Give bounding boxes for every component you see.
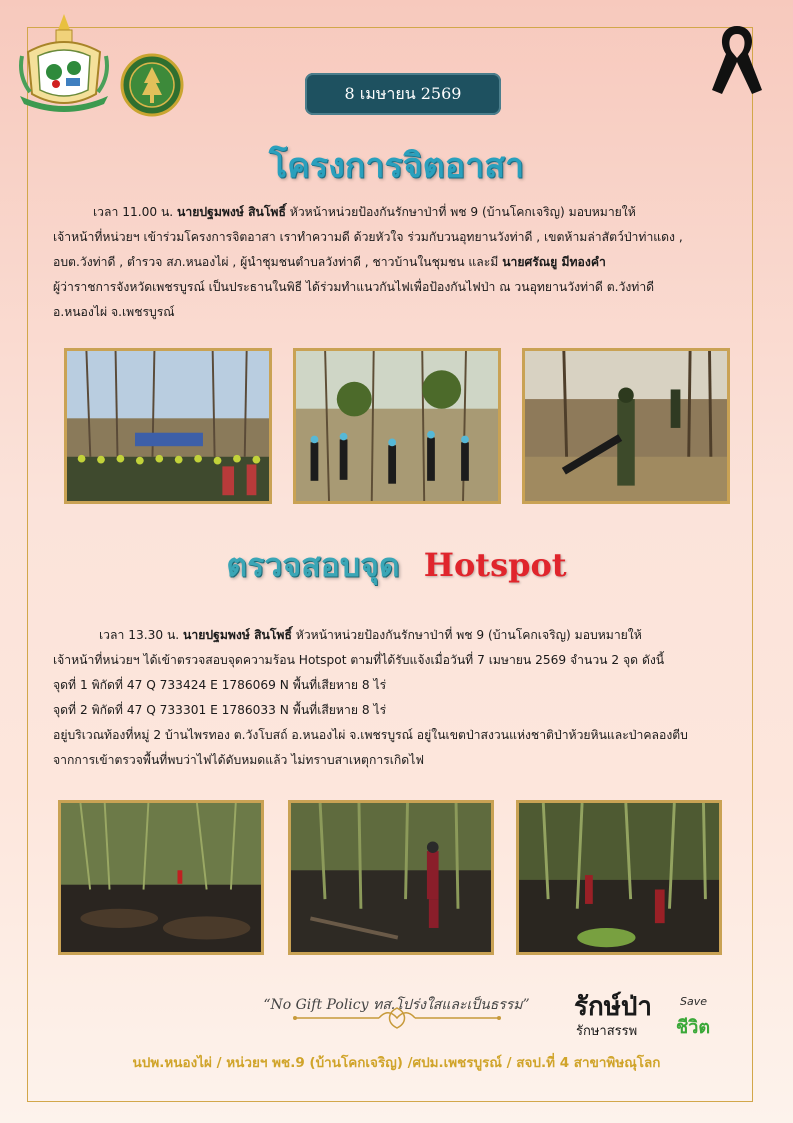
mourning-ribbon-icon: [704, 20, 770, 100]
svg-text:Save: Save: [680, 995, 708, 1008]
section1-title: โครงการจิตอาสา: [268, 146, 525, 186]
department-emblem-icon: [16, 12, 112, 116]
s2-line-5: อยู่บริเวณท้องที่หมู่ 2 บ้านไพรทอง ต.วังโบสถ์ อ.หนองไผ่ จ.เพชรบูรณ์ อยู่ในเขตป่าสงวนแห่งชาติป่าห้วยหินและป่าคลองตีบ: [53, 728, 688, 742]
no-gift-policy-quote: “No Gift Policy ทส.โปร่งใสและเป็นธรรม”: [263, 997, 530, 1013]
s2-line-4: จุดที่ 2 พิกัดที่ 47 Q 733301 E 1786033 N พื้นที่เสียหาย 8 ไร่: [53, 703, 387, 717]
section2-title: [0, 540, 793, 591]
svg-text:รักษ์ป่า: รักษ์ป่า: [574, 992, 652, 1022]
s2-line-2: เจ้าหน้าที่หน่วยฯ ได้เข้าตรวจสอบจุดความร้อน Hotspot ตามที่ได้รับแจ้งเมื่อวันที่ 7 เมษายน 2569 จำนวน 2 จุด ดังนี้: [53, 653, 665, 667]
s2-line-1: เวลา 13.30 น. นายปฐมพงษ์ สินโพธิ์ หัวหน้าหน่วยป้องกันรักษาป่าที่ พช 9 (บ้านโคกเจริญ) มอบหมายให้: [99, 628, 642, 642]
s2-line-3: จุดที่ 1 พิกัดที่ 47 Q 733424 E 1786069 N พื้นที่เสียหาย 8 ไร่: [53, 678, 387, 692]
s1-line-1: เวลา 11.00 น. นายปฐมพงษ์ สินโพธิ์ หัวหน้าหน่วยป้องกันรักษาป่าที่ พช 9 (บ้านโคกเจริญ) มอบหมายให้: [93, 205, 636, 219]
rak-pa-logo: [572, 985, 732, 1041]
s1-line-3: อบต.วังท่าดี , ตำรวจ สภ.หนองไผ่ , ผู้นำชุมชนตำบลวังท่าดี , ชาวบ้านในชุมชน และมี นายศรัณยู มีทองคำ: [53, 255, 606, 269]
section1-paragraph: [53, 200, 753, 225]
section2-title-en: Hotspot: [423, 546, 567, 584]
section2-title-th: ตรวจสอบจุด: [226, 546, 400, 584]
s1-line-5: อ.หนองไผ่ จ.เพชรบูรณ์: [53, 305, 175, 319]
photo-firebreak-work: [293, 348, 501, 504]
photo-burned-area-2: [288, 800, 494, 955]
s1-line-2: เจ้าหน้าที่หน่วยฯ เข้าร่วมโครงการจิตอาสา เราทำความดี ด้วยหัวใจ ร่วมกับวนอุทยานวังท่าดี , เขตห้ามล่าสัตว์ป่าท่าแดง ,: [53, 230, 683, 244]
photo-burned-area-1: [58, 800, 264, 955]
photo-volunteer-group: [64, 348, 272, 504]
svg-text:รักษาสรรพ: รักษาสรรพ: [576, 1024, 638, 1039]
photo-leaf-blower: [522, 348, 730, 504]
s1-line-4: ผู้ว่าราชการจังหวัดเพชรบูรณ์ เป็นประธานในพิธี ได้ร่วมทำแนวกันไฟเพื่อป้องกันไฟป่า ณ วนอุทยานวังท่าดี ต.วังท่าดี: [53, 280, 655, 294]
svg-text:ชีวิต: ชีวิต: [676, 1017, 711, 1038]
s2-line-6: จากการเข้าตรวจพื้นที่พบว่าไฟได้ดับหมดแล้ว ไม่ทราบสาเหตุการเกิดไฟ: [53, 753, 424, 767]
organization-footer: นปพ.หนองไผ่ / หน่วยฯ พช.9 (บ้านโคกเจริญ) /ศปม.เพชรบูรณ์ / สจป.ที่ 4 สาขาพิษณุโลก: [132, 1055, 661, 1071]
photo-burned-area-3: [516, 800, 722, 955]
date-banner: 8 เมษายน 2569: [305, 73, 501, 115]
ornament-divider-icon: [291, 1005, 503, 1031]
forest-seal-icon: [120, 53, 184, 117]
